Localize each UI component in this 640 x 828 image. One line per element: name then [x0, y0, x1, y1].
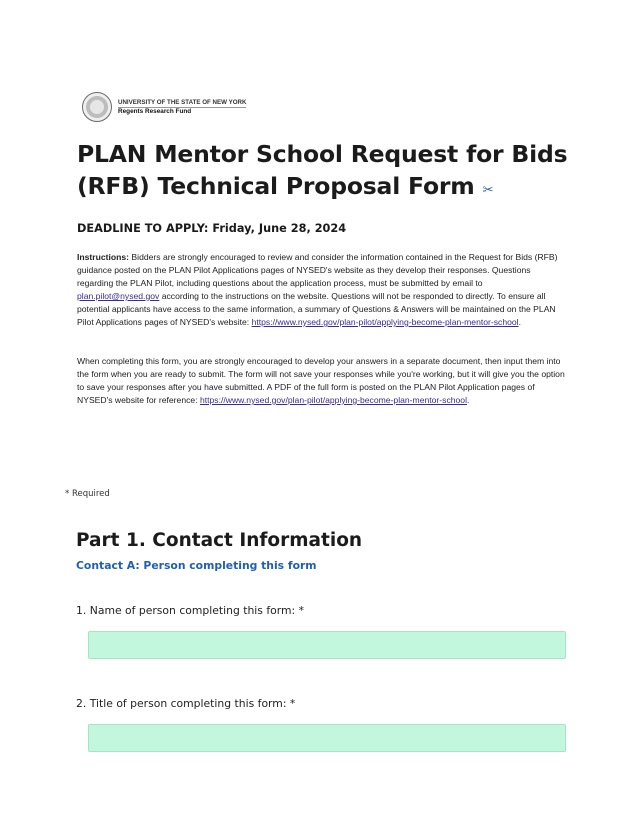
- pdf-reference-link[interactable]: https://www.nysed.gov/plan-pilot/applying-become-plan-mentor-school: [199, 395, 467, 405]
- required-note: [65, 489, 110, 499]
- contact-email-link[interactable]: plan.pilot@nysed.gov: [77, 291, 160, 301]
- state-seal-icon: [82, 92, 112, 122]
- link-icon[interactable]: ✂: [482, 183, 494, 198]
- section-subtitle: Contact A: Person completing this form: [76, 559, 317, 572]
- completion-note-text-b: .: [467, 395, 470, 405]
- instructions-text-c: .: [518, 317, 521, 327]
- name-input[interactable]: [88, 631, 566, 659]
- qa-page-link[interactable]: https://www.nysed.gov/plan-pilot/applying-become-plan-mentor-school: [251, 317, 519, 327]
- deadline-text: DEADLINE TO APPLY: Friday, June 28, 2024: [77, 222, 347, 235]
- required-note-text: Required: [71, 489, 110, 499]
- org-line-2: Regents Research Fund: [118, 107, 246, 116]
- instructions-text-b: according to the instructions on the website. Questions will not be responded to directly. To ensure all potential applicants have access to the same information, a summary of Questions & Answers will be maintained on the PLAN Pilot Applications pages of NYSED's website:: [77, 291, 556, 327]
- org-line-1: UNIVERSITY OF THE STATE OF NEW YORK: [118, 98, 247, 106]
- question-number: 2.: [76, 697, 87, 710]
- question-label: Name of person completing this form:: [89, 604, 296, 617]
- question-number: 1.: [76, 604, 87, 617]
- instructions-label: Instructions:: [77, 252, 130, 262]
- question-1: [76, 604, 304, 617]
- question-2: [76, 697, 295, 710]
- page-title: [77, 138, 597, 207]
- page-title-text: PLAN Mentor School Request for Bids (RFB) Technical Proposal Form: [77, 140, 568, 200]
- completion-note-text-a: When completing this form, you are strongly encouraged to develop your answers in a separate document, then input them into the form when you are ready to submit. The form will not save your responses while you're working, but it will give you the option to save your responses after you have submitted. A PDF of the full form is posted on the PLAN Pilot Application pages of NYSED's website for reference:: [77, 356, 565, 405]
- required-asterisk: *: [289, 697, 296, 710]
- instructions-paragraph: [77, 251, 565, 329]
- required-asterisk: *: [65, 489, 70, 499]
- org-logo: [82, 92, 246, 122]
- instructions-text-a: Bidders are strongly encouraged to review and consider the information contained in the Request for Bids (RFB) guidance posted on the PLAN Pilot Applications pages of NYSED's website as they develop their responses. Questions regarding the PLAN Pilot, including questions about the application process, must be submitted by email to: [77, 252, 558, 288]
- completion-note-paragraph: [77, 355, 565, 407]
- question-label: Title of person completing this form:: [89, 697, 287, 710]
- section-title: Part 1. Contact Information: [76, 530, 363, 551]
- required-asterisk: *: [298, 604, 305, 617]
- title-input[interactable]: [88, 724, 566, 752]
- org-name: [118, 99, 246, 116]
